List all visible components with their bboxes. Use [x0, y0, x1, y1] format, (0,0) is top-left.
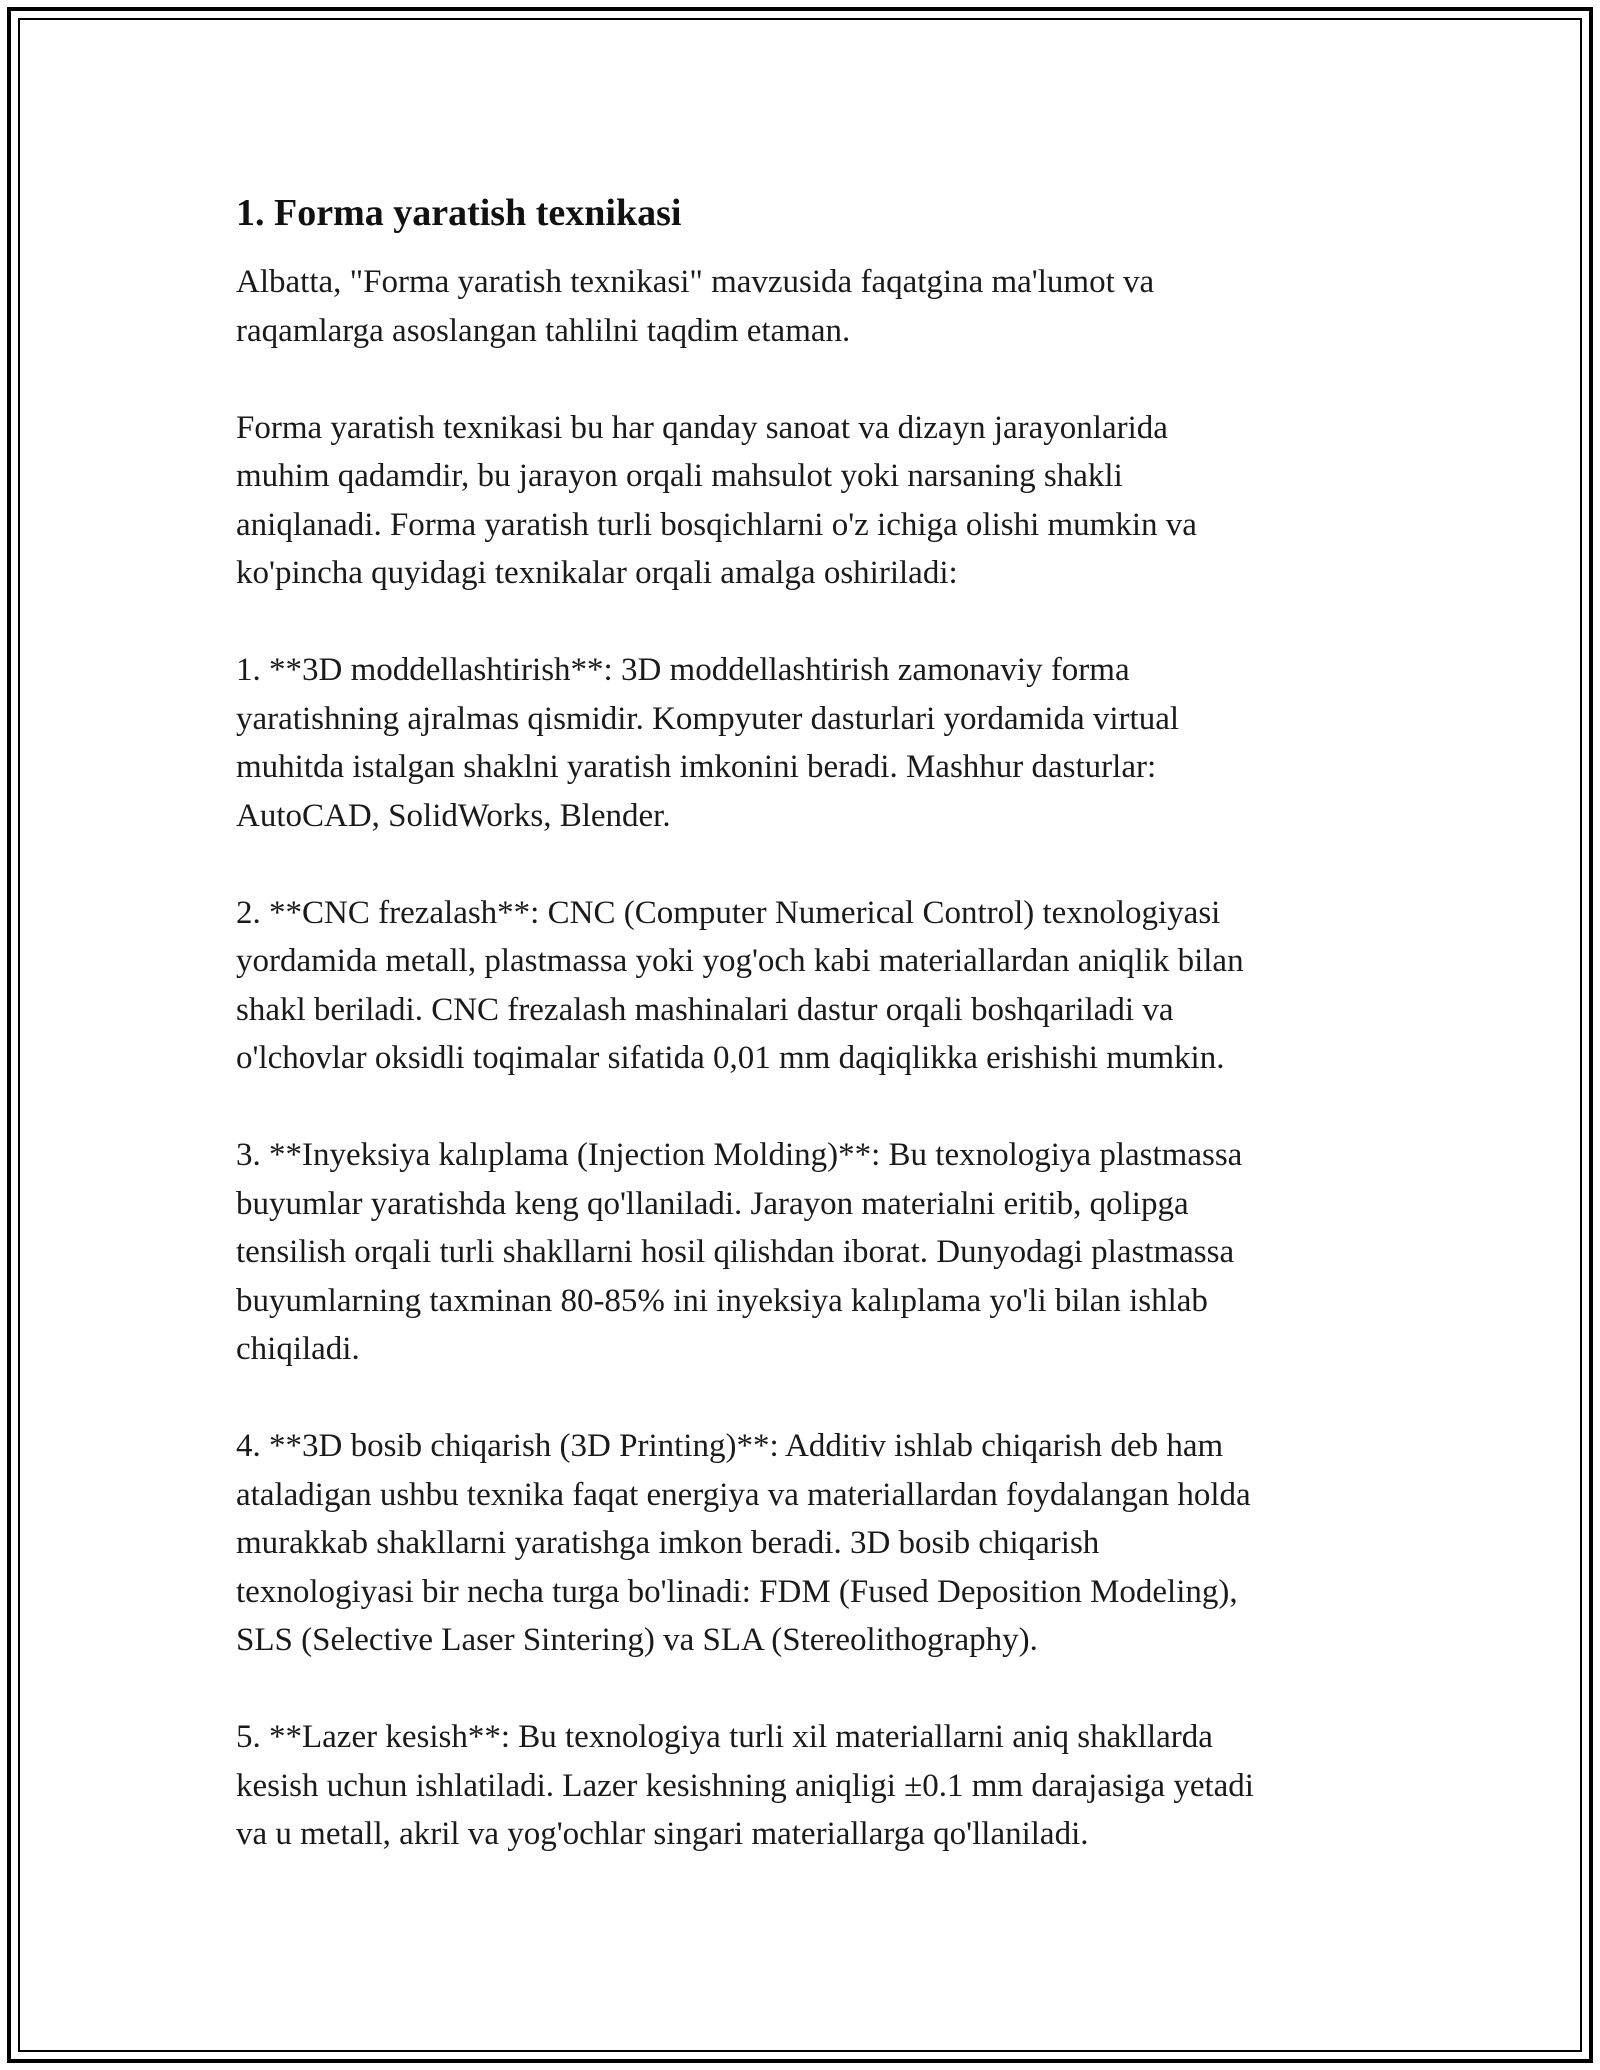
document-body — [236, 188, 1386, 1907]
list-item-3d-modeling: 1. **3D moddellashtirish**: 3D moddellashtirish zamonaviy forma yaratishning ajralmas qismidir. Kompyuter dasturlari yordamida virtual muhitda istalgan shaklni yaratish imkonini beradi. Mashhur dasturlar: AutoCAD, SolidWorks, Blender. — [236, 652, 1180, 834]
list-item-injection-molding: 3. **Inyeksiya kalıplama (Injection Molding)**: Bu texnologiya plastmassa buyumlar yaratishda keng qo'llaniladi. Jarayon materialni eritib, qolipga tensilish orqali turli shakllarni hosil qilishdan iborat. Dunyodagi plastmassa buyumlarning taxminan 80-85% ini inyeksiya kalıplama yo'li bilan ishlab chiqiladi. — [236, 1137, 1243, 1367]
overview-paragraph: Forma yaratish texnikasi bu har qanday sanoat va dizayn jarayonlarida muhim qadamdir, bu jarayon orqali mahsulot yoki narsaning shakli aniqlanadi. Forma yaratish turli bosqichlarni o'z ichiga olishi mumkin va ko'pincha quyidagi texnikalar orqali amalga oshiriladi: — [236, 409, 1197, 591]
list-item-3d-printing: 4. **3D bosib chiqarish (3D Printing)**: Additiv ishlab chiqarish deb ham ataladigan ushbu texnika faqat energiya va materiallardan foydalangan holda murakkab shakllarni yaratishga imkon beradi. 3D bosib chiqarish texnologiyasi bir necha turga bo'linadi: FDM (Fused Deposition Modeling), SLS (Selective Laser Sintering) va SLA (Stereolithography). — [236, 1428, 1251, 1658]
list-item-laser-cutting: 5. **Lazer kesish**: Bu texnologiya turli xil materiallarni aniq shakllarda kesish uchun ishlatiladi. Lazer kesishning aniqligi ±0.1 mm darajasiga yetadi va u metall, akril va yog'ochlar singari materiallarga qo'llaniladi. — [236, 1719, 1254, 1852]
intro-paragraph: Albatta, "Forma yaratish texnikasi" mavzusida faqatgina ma'lumot va raqamlarga asoslangan tahlilni taqdim etaman. — [236, 264, 1155, 349]
list-item-cnc-milling: 2. **CNC frezalash**: CNC (Computer Numerical Control) texnologiyasi yordamida metall, plastmassa yoki yog'och kabi materiallardan aniqlik bilan shakl beriladi. CNC frezalash mashinalari dastur orqali boshqariladi va o'lchovlar oksidli toqimalar sifatida 0,01 mm daqiqlikka erishishi mumkin. — [236, 894, 1244, 1076]
document-heading: 1. Forma yaratish texnikasi — [236, 192, 682, 234]
